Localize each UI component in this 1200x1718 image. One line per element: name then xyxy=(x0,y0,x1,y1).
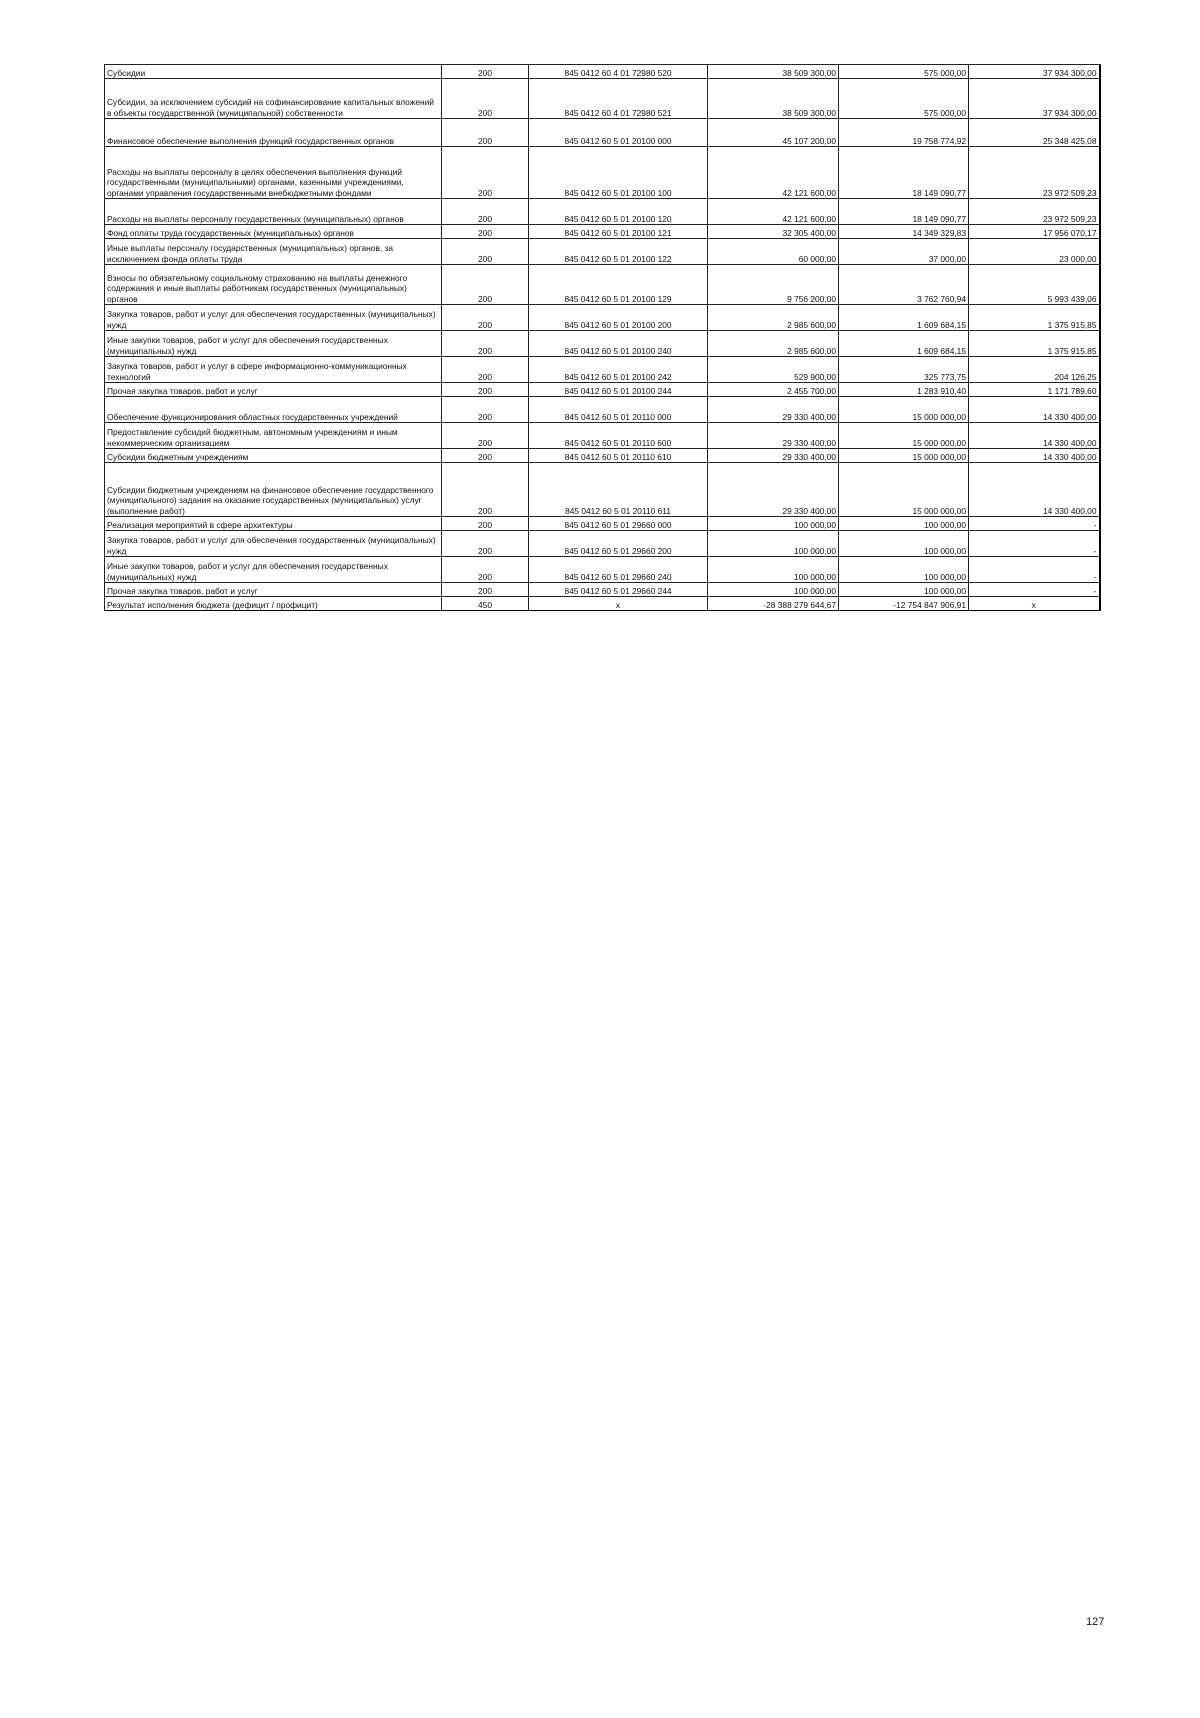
cell-executed: 575 000,00 xyxy=(839,79,969,119)
cell-executed: 100 000,00 xyxy=(839,531,969,557)
cell-line: 450 xyxy=(442,597,529,611)
cell-line: 200 xyxy=(442,357,529,383)
cell-code: 845 0412 60 5 01 20100 121 xyxy=(529,225,708,239)
cell-code: 845 0412 60 5 01 20100 122 xyxy=(529,239,708,265)
cell-unexecuted: 37 934 300,00 xyxy=(969,65,1100,79)
cell-line: 200 xyxy=(442,225,529,239)
cell-executed: 1 283 910,40 xyxy=(839,383,969,397)
cell-executed: 15 000 000,00 xyxy=(839,463,969,517)
cell-unexecuted: 37 934 300,00 xyxy=(969,79,1100,119)
cell-approved: 100 000,00 xyxy=(708,583,839,597)
cell-approved: 42 121 600,00 xyxy=(708,147,839,199)
table-row xyxy=(105,557,1100,583)
cell-unexecuted: 5 993 439,06 xyxy=(969,265,1100,305)
cell-code: 845 0412 60 5 01 20100 240 xyxy=(529,331,708,357)
cell-approved: 9 756 200,00 xyxy=(708,265,839,305)
cell-line: 200 xyxy=(442,65,529,79)
cell-unexecuted: 14 330 400,00 xyxy=(969,449,1100,463)
cell-code: 845 0412 60 5 01 20100 129 xyxy=(529,265,708,305)
cell-code: 845 0412 60 5 01 20110 611 xyxy=(529,463,708,517)
cell-code: 845 0412 60 5 01 20110 000 xyxy=(529,397,708,423)
cell-line: 200 xyxy=(442,147,529,199)
cell-code: 845 0412 60 5 01 20110 600 xyxy=(529,423,708,449)
cell-name: Иные закупки товаров, работ и услуг для обеспечения государственных (муниципальных) нужд xyxy=(105,331,442,357)
table-row xyxy=(105,531,1100,557)
table-row xyxy=(105,449,1100,463)
table-row xyxy=(105,199,1100,225)
cell-code: 845 0412 60 5 01 20100 200 xyxy=(529,305,708,331)
cell-approved: 2 455 700,00 xyxy=(708,383,839,397)
cell-name: Субсидии бюджетным учреждениям xyxy=(105,449,442,463)
cell-approved: 29 330 400,00 xyxy=(708,423,839,449)
table-row xyxy=(105,331,1100,357)
cell-name: Фонд оплаты труда государственных (муниципальных) органов xyxy=(105,225,442,239)
cell-code: 845 0412 60 5 01 29660 244 xyxy=(529,583,708,597)
cell-name: Закупка товаров, работ и услуг для обеспечения государственных (муниципальных) нужд xyxy=(105,531,442,557)
cell-approved: 32 305 400,00 xyxy=(708,225,839,239)
cell-unexecuted: 14 330 400,00 xyxy=(969,397,1100,423)
cell-unexecuted: 14 330 400,00 xyxy=(969,463,1100,517)
cell-executed: 15 000 000,00 xyxy=(839,449,969,463)
cell-line: 200 xyxy=(442,463,529,517)
cell-approved: 100 000,00 xyxy=(708,517,839,531)
cell-executed: 14 349 329,83 xyxy=(839,225,969,239)
cell-executed: 1 609 684,15 xyxy=(839,331,969,357)
cell-line: 200 xyxy=(442,423,529,449)
cell-line: 200 xyxy=(442,557,529,583)
cell-name: Субсидии бюджетным учреждениям на финансовое обеспечение государственного (муниципального) задания на оказание государственных (муниципальных) услуг (выполнение работ) xyxy=(105,463,442,517)
cell-approved: 2 985 600,00 xyxy=(708,331,839,357)
cell-name: Закупка товаров, работ и услуг для обеспечения государственных (муниципальных) нужд xyxy=(105,305,442,331)
table-row xyxy=(105,463,1100,517)
cell-unexecuted: 204 126,25 xyxy=(969,357,1100,383)
cell-unexecuted: - xyxy=(969,531,1100,557)
table-row xyxy=(105,423,1100,449)
cell-name: Субсидии xyxy=(105,65,442,79)
cell-line: 200 xyxy=(442,199,529,225)
cell-line: 200 xyxy=(442,265,529,305)
table-row xyxy=(105,397,1100,423)
cell-code: 845 0412 60 4 01 72980 521 xyxy=(529,79,708,119)
table-row xyxy=(105,597,1100,611)
cell-unexecuted: 23 972 509,23 xyxy=(969,147,1100,199)
cell-line: 200 xyxy=(442,305,529,331)
cell-name: Иные выплаты персоналу государственных (муниципальных) органов, за исключением фонда оплаты труда xyxy=(105,239,442,265)
table-row xyxy=(105,357,1100,383)
cell-executed: 18 149 090,77 xyxy=(839,199,969,225)
cell-line: 200 xyxy=(442,449,529,463)
table-row xyxy=(105,79,1100,119)
cell-executed: 100 000,00 xyxy=(839,517,969,531)
cell-executed: 18 149 090,77 xyxy=(839,147,969,199)
cell-code: 845 0412 60 5 01 29660 000 xyxy=(529,517,708,531)
cell-code: 845 0412 60 5 01 20100 244 xyxy=(529,383,708,397)
cell-code: 845 0412 60 5 01 20110 610 xyxy=(529,449,708,463)
cell-name: Обеспечение функционирования областных государственных учреждений xyxy=(105,397,442,423)
table-row xyxy=(105,583,1100,597)
cell-line: 200 xyxy=(442,583,529,597)
table-row xyxy=(105,265,1100,305)
cell-approved: -28 388 279 644,67 xyxy=(708,597,839,611)
cell-approved: 29 330 400,00 xyxy=(708,397,839,423)
cell-code: 845 0412 60 5 01 29660 200 xyxy=(529,531,708,557)
cell-name: Прочая закупка товаров, работ и услуг xyxy=(105,583,442,597)
cell-executed: 325 773,75 xyxy=(839,357,969,383)
page-number: 127 xyxy=(1086,1616,1105,1628)
cell-executed: 100 000,00 xyxy=(839,583,969,597)
table-row xyxy=(105,383,1100,397)
cell-name: Закупка товаров, работ и услуг в сфере информационно-коммуникационных технологий xyxy=(105,357,442,383)
cell-executed: 15 000 000,00 xyxy=(839,397,969,423)
cell-code: 845 0412 60 4 01 72980 520 xyxy=(529,65,708,79)
cell-line: 200 xyxy=(442,397,529,423)
cell-approved: 29 330 400,00 xyxy=(708,449,839,463)
cell-line: 200 xyxy=(442,239,529,265)
table-row xyxy=(105,305,1100,331)
cell-approved: 38 509 300,00 xyxy=(708,65,839,79)
cell-code: 845 0412 60 5 01 20100 242 xyxy=(529,357,708,383)
cell-name: Взносы по обязательному социальному страхованию на выплаты денежного содержания и иные выплаты работникам государственных (муниципальных) органов xyxy=(105,265,442,305)
cell-line: 200 xyxy=(442,531,529,557)
cell-code: 845 0412 60 5 01 20100 120 xyxy=(529,199,708,225)
cell-name: Иные закупки товаров, работ и услуг для обеспечения государственных (муниципальных) нужд xyxy=(105,557,442,583)
cell-approved: 100 000,00 xyxy=(708,531,839,557)
cell-name: Реализация мероприятий в сфере архитектуры xyxy=(105,517,442,531)
cell-line: 200 xyxy=(442,331,529,357)
cell-name: Субсидии, за исключением субсидий на софинансирование капитальных вложений в объекты государственной (муниципальной) собственности xyxy=(105,79,442,119)
cell-approved: 45 107 200,00 xyxy=(708,119,839,147)
cell-name: Результат исполнения бюджета (дефицит / профицит) xyxy=(105,597,442,611)
cell-name: Предоставление субсидий бюджетным, автономным учреждениям и иным некоммерческим организациям xyxy=(105,423,442,449)
cell-code: x xyxy=(529,597,708,611)
table-row xyxy=(105,147,1100,199)
cell-unexecuted: 25 348 425,08 xyxy=(969,119,1100,147)
table-body xyxy=(105,65,1100,611)
cell-unexecuted: 1 375 915,85 xyxy=(969,305,1100,331)
table-row xyxy=(105,239,1100,265)
cell-unexecuted: 17 956 070,17 xyxy=(969,225,1100,239)
table-row xyxy=(105,65,1100,79)
cell-unexecuted: 14 330 400,00 xyxy=(969,423,1100,449)
cell-executed: 1 609 684,15 xyxy=(839,305,969,331)
cell-name: Расходы на выплаты персоналу государственных (муниципальных) органов xyxy=(105,199,442,225)
cell-name: Прочая закупка товаров, работ и услуг xyxy=(105,383,442,397)
cell-line: 200 xyxy=(442,119,529,147)
cell-code: 845 0412 60 5 01 20100 000 xyxy=(529,119,708,147)
cell-unexecuted: - xyxy=(969,517,1100,531)
cell-code: 845 0412 60 5 01 20100 100 xyxy=(529,147,708,199)
cell-unexecuted: - xyxy=(969,557,1100,583)
cell-executed: 37 000,00 xyxy=(839,239,969,265)
table-row xyxy=(105,119,1100,147)
cell-approved: 529 900,00 xyxy=(708,357,839,383)
cell-unexecuted: - xyxy=(969,583,1100,597)
table-row xyxy=(105,517,1100,531)
cell-unexecuted: 23 972 509,23 xyxy=(969,199,1100,225)
cell-unexecuted: x xyxy=(969,597,1100,611)
cell-executed: 3 762 760,94 xyxy=(839,265,969,305)
cell-approved: 60 000,00 xyxy=(708,239,839,265)
cell-executed: 100 000,00 xyxy=(839,557,969,583)
cell-code: 845 0412 60 5 01 29660 240 xyxy=(529,557,708,583)
cell-approved: 42 121 600,00 xyxy=(708,199,839,225)
budget-execution-table xyxy=(104,64,1101,611)
cell-line: 200 xyxy=(442,517,529,531)
cell-executed: 15 000 000,00 xyxy=(839,423,969,449)
cell-name: Расходы на выплаты персоналу в целях обеспечения выполнения функций государственными (муниципальными) органами, казенными учреждениями, органами управления государственными внебюджетными фондами xyxy=(105,147,442,199)
table-row xyxy=(105,225,1100,239)
cell-executed: 19 758 774,92 xyxy=(839,119,969,147)
cell-approved: 2 985 600,00 xyxy=(708,305,839,331)
budget-table-sheet xyxy=(104,64,1101,611)
cell-approved: 100 000,00 xyxy=(708,557,839,583)
cell-unexecuted: 23 000,00 xyxy=(969,239,1100,265)
cell-executed: 575 000,00 xyxy=(839,65,969,79)
cell-unexecuted: 1 171 789,60 xyxy=(969,383,1100,397)
cell-executed: -12 754 847 906,91 xyxy=(839,597,969,611)
cell-line: 200 xyxy=(442,383,529,397)
cell-line: 200 xyxy=(442,79,529,119)
cell-unexecuted: 1 375 915,85 xyxy=(969,331,1100,357)
cell-approved: 38 509 300,00 xyxy=(708,79,839,119)
cell-name: Финансовое обеспечение выполнения функций государственных органов xyxy=(105,119,442,147)
cell-approved: 29 330 400,00 xyxy=(708,463,839,517)
